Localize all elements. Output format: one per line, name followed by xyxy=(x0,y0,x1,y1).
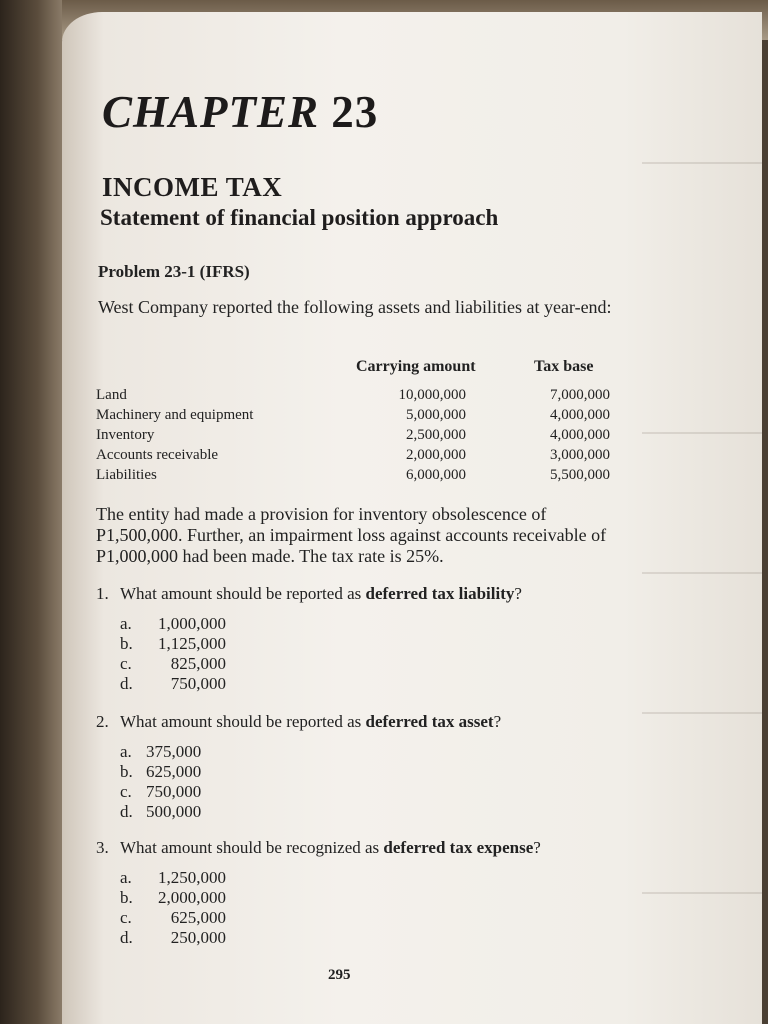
choice-letter: c. xyxy=(120,908,132,927)
row-label: Machinery and equipment xyxy=(96,407,254,423)
question-end: ? xyxy=(493,712,502,731)
question-number: 1. xyxy=(96,584,109,603)
chapter-label: CHAPTER xyxy=(102,87,320,137)
table-header-carrying: Carrying amount xyxy=(356,358,476,375)
intro-text: West Company reported the following assets and liabilities at year-end: xyxy=(98,297,612,317)
question-3 xyxy=(96,838,541,858)
choice-value: 750,000 xyxy=(146,782,202,801)
problem-title: Problem 23-1 (IFRS) xyxy=(98,262,250,281)
question-text: What amount should be recognized as xyxy=(120,838,384,857)
book-page xyxy=(62,12,762,1024)
problem-paragraph: The entity had made a provision for inventory obsolescence of P1,500,000. Further, an impairment loss against accounts receivable of P1,000,000 had been made. The tax rate is 25%. xyxy=(96,504,607,566)
choice-value: 375,000 xyxy=(146,742,202,761)
choice-letter: a. xyxy=(120,742,132,761)
row-tax-base: 4,000,000 xyxy=(550,407,610,423)
row-tax-base: 5,500,000 xyxy=(550,467,610,483)
choice-letter: b. xyxy=(120,762,133,781)
choice-value: 625,000 xyxy=(146,762,202,781)
row-label: Inventory xyxy=(96,427,155,443)
row-carrying: 2,000,000 xyxy=(406,447,466,463)
choice-letter: d. xyxy=(120,802,133,821)
choice-value: 500,000 xyxy=(146,802,202,821)
page-number: 295 xyxy=(328,967,351,983)
row-label: Liabilities xyxy=(96,467,157,483)
section-subtitle: Statement of financial position approach xyxy=(100,205,499,230)
choice-letter: d. xyxy=(120,674,133,693)
choice-value: 1,125,000 xyxy=(158,634,226,653)
book-binding xyxy=(0,0,62,1024)
question-number: 2. xyxy=(96,712,109,731)
choice-value: 1,250,000 xyxy=(158,868,226,887)
chapter-number: 23 xyxy=(331,87,379,137)
row-carrying: 6,000,000 xyxy=(406,467,466,483)
question-text: What amount should be reported as xyxy=(120,584,366,603)
choice-value: 2,000,000 xyxy=(158,888,226,907)
table-row xyxy=(96,387,616,407)
choice-letter: a. xyxy=(120,868,132,887)
question-2 xyxy=(96,712,501,732)
section-title: INCOME TAX xyxy=(102,172,283,202)
table-row xyxy=(96,447,616,467)
question-number: 3. xyxy=(96,838,109,857)
choice-value: 625,000 xyxy=(170,908,226,927)
choice-letter: b. xyxy=(120,634,133,653)
choice-letter: b. xyxy=(120,888,133,907)
question-1 xyxy=(96,584,522,604)
table-row xyxy=(96,467,616,487)
question-end: ? xyxy=(533,838,541,857)
row-carrying: 10,000,000 xyxy=(398,387,466,403)
question-end: ? xyxy=(514,584,522,603)
choice-value: 825,000 xyxy=(170,654,226,673)
row-carrying: 5,000,000 xyxy=(406,407,466,423)
choice-letter: a. xyxy=(120,614,132,633)
choice-value: 1,000,000 xyxy=(158,614,226,633)
question-emphasis: deferred tax expense xyxy=(383,838,534,857)
row-label: Land xyxy=(96,387,127,403)
choice-value: 750,000 xyxy=(170,674,226,693)
question-text: What amount should be reported as xyxy=(120,712,366,731)
table-row xyxy=(96,407,616,427)
row-tax-base: 7,000,000 xyxy=(550,387,610,403)
row-tax-base: 3,000,000 xyxy=(550,447,610,463)
table-row xyxy=(96,427,616,447)
chapter-heading xyxy=(102,86,378,138)
row-label: Accounts receivable xyxy=(96,447,219,463)
choice-letter: d. xyxy=(120,928,133,947)
question-emphasis: deferred tax liability xyxy=(365,584,515,603)
choice-value: 250,000 xyxy=(170,928,226,947)
question-emphasis: deferred tax asset xyxy=(365,712,494,731)
choice-letter: c. xyxy=(120,654,132,673)
table-header-tax-base: Tax base xyxy=(534,358,594,375)
row-carrying: 2,500,000 xyxy=(406,427,466,443)
choice-letter: c. xyxy=(120,782,132,801)
row-tax-base: 4,000,000 xyxy=(550,427,610,443)
